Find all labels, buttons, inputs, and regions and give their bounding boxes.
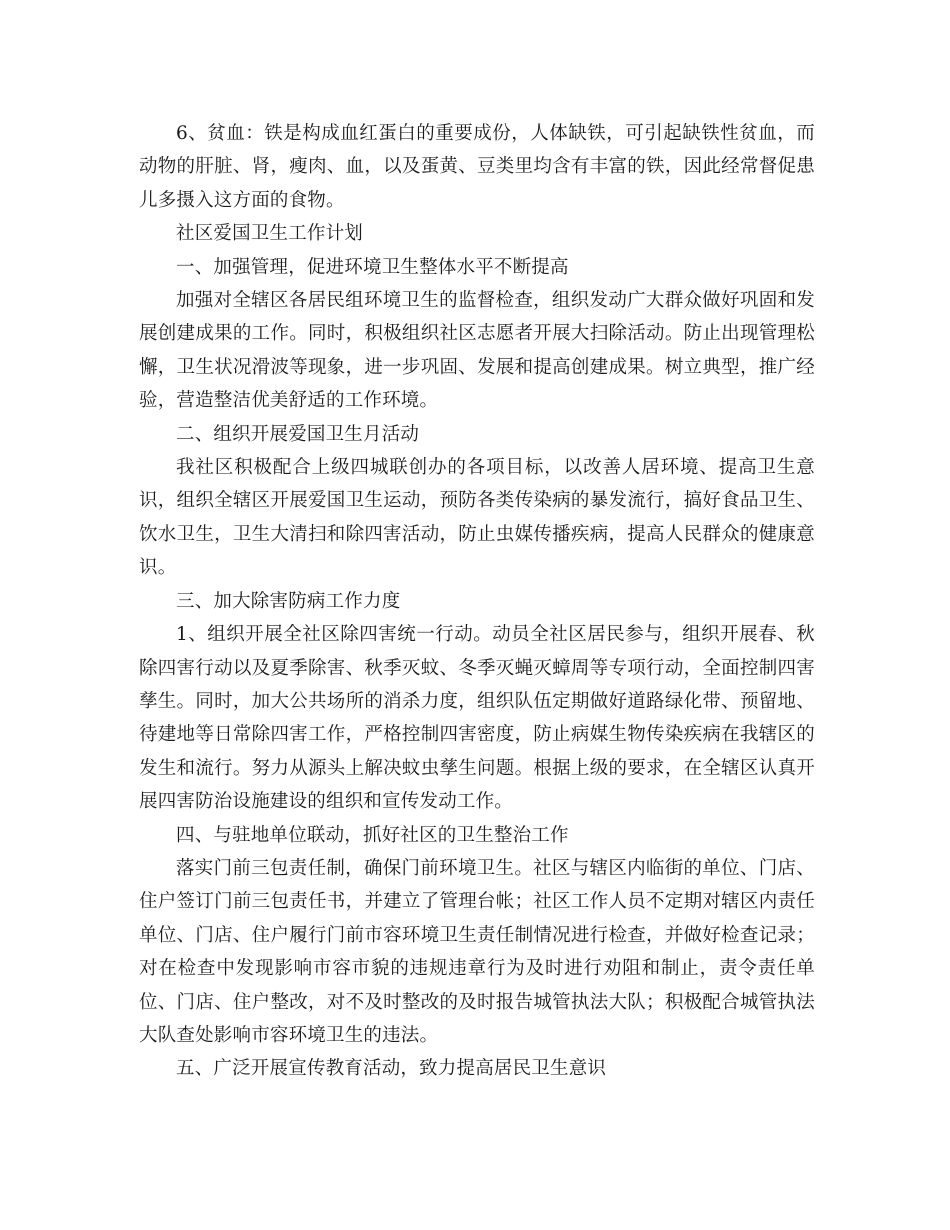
document-body xyxy=(139,117,815,1086)
paragraph-responsibility: 落实门前三包责任制，确保门前环境卫生。社区与辖区内临街的单位、门店、住户签订门前三包责任书，并建立了管理台帐；社区工作人员不定期对辖区内责任单位、门店、住户履行门前市容环境卫生责任制情况进行检查，并做好检查记录；对在检查中发现影响市容市貌的违规违章行为及时进行劝阻和制止，责令责任单位、门店、住户整改，对不及时整改的及时报告城管执法大队；积极配合城管执法大队查处影响市容环境卫生的违法。 xyxy=(139,857,815,1046)
heading-2: 二、组织开展爱国卫生月活动 xyxy=(176,423,420,445)
heading-5: 五、广泛开展宣传教育活动，致力提高居民卫生意识 xyxy=(176,1058,607,1080)
paragraph-anemia: 6、贫血：铁是构成血红蛋白的重要成份，人体缺铁，可引起缺铁性贫血，而动物的肝脏、肾，瘦肉、血，以及蛋黄、豆类里均含有丰富的铁，因此经常督促患儿多摄入这方面的食物。 xyxy=(139,123,815,211)
paragraph-management: 加强对全辖区各居民组环境卫生的监督检查，组织发动广大群众做好巩固和发展创建成果的工作。同时，积极组织社区志愿者开展大扫除活动。防止出现管理松懈，卫生状况滑波等现象，进一步巩固、发展和提高创建成果。树立典型，推广经验，营造整洁优美舒适的工作环境。 xyxy=(139,290,815,412)
heading-1: 一、加强管理，促进环境卫生整体水平不断提高 xyxy=(176,256,569,278)
paragraph-health-month: 我社区积极配合上级四城联创办的各项目标，以改善人居环境、提高卫生意识，组织全辖区开展爱国卫生运动，预防各类传染病的暴发流行，搞好食品卫生、饮水卫生，卫生大清扫和除四害活动，防止虫媒传播疾病，提高人民群众的健康意识。 xyxy=(139,457,815,579)
heading-4: 四、与驻地单位联动，抓好社区的卫生整治工作 xyxy=(176,824,569,846)
paragraph-pest-control: 1、组织开展全社区除四害统一行动。动员全社区居民参与，组织开展春、秋除四害行动以及夏季除害、秋季灭蚊、冬季灭蝇灭蟑周等专项行动，全面控制四害孳生。同时，加大公共场所的消杀力度，组织队伍定期做好道路绿化带、预留地、待建地等日常除四害工作，严格控制四害密度，防止病媒生物传染疾病在我辖区的发生和流行。努力从源头上解决蚊虫孳生问题。根据上级的要求，在全辖区认真开展四害防治设施建设的组织和宣传发动工作。 xyxy=(139,624,815,813)
section-title: 社区爱国卫生工作计划 xyxy=(176,223,364,245)
heading-3: 三、加大除害防病工作力度 xyxy=(176,590,401,612)
